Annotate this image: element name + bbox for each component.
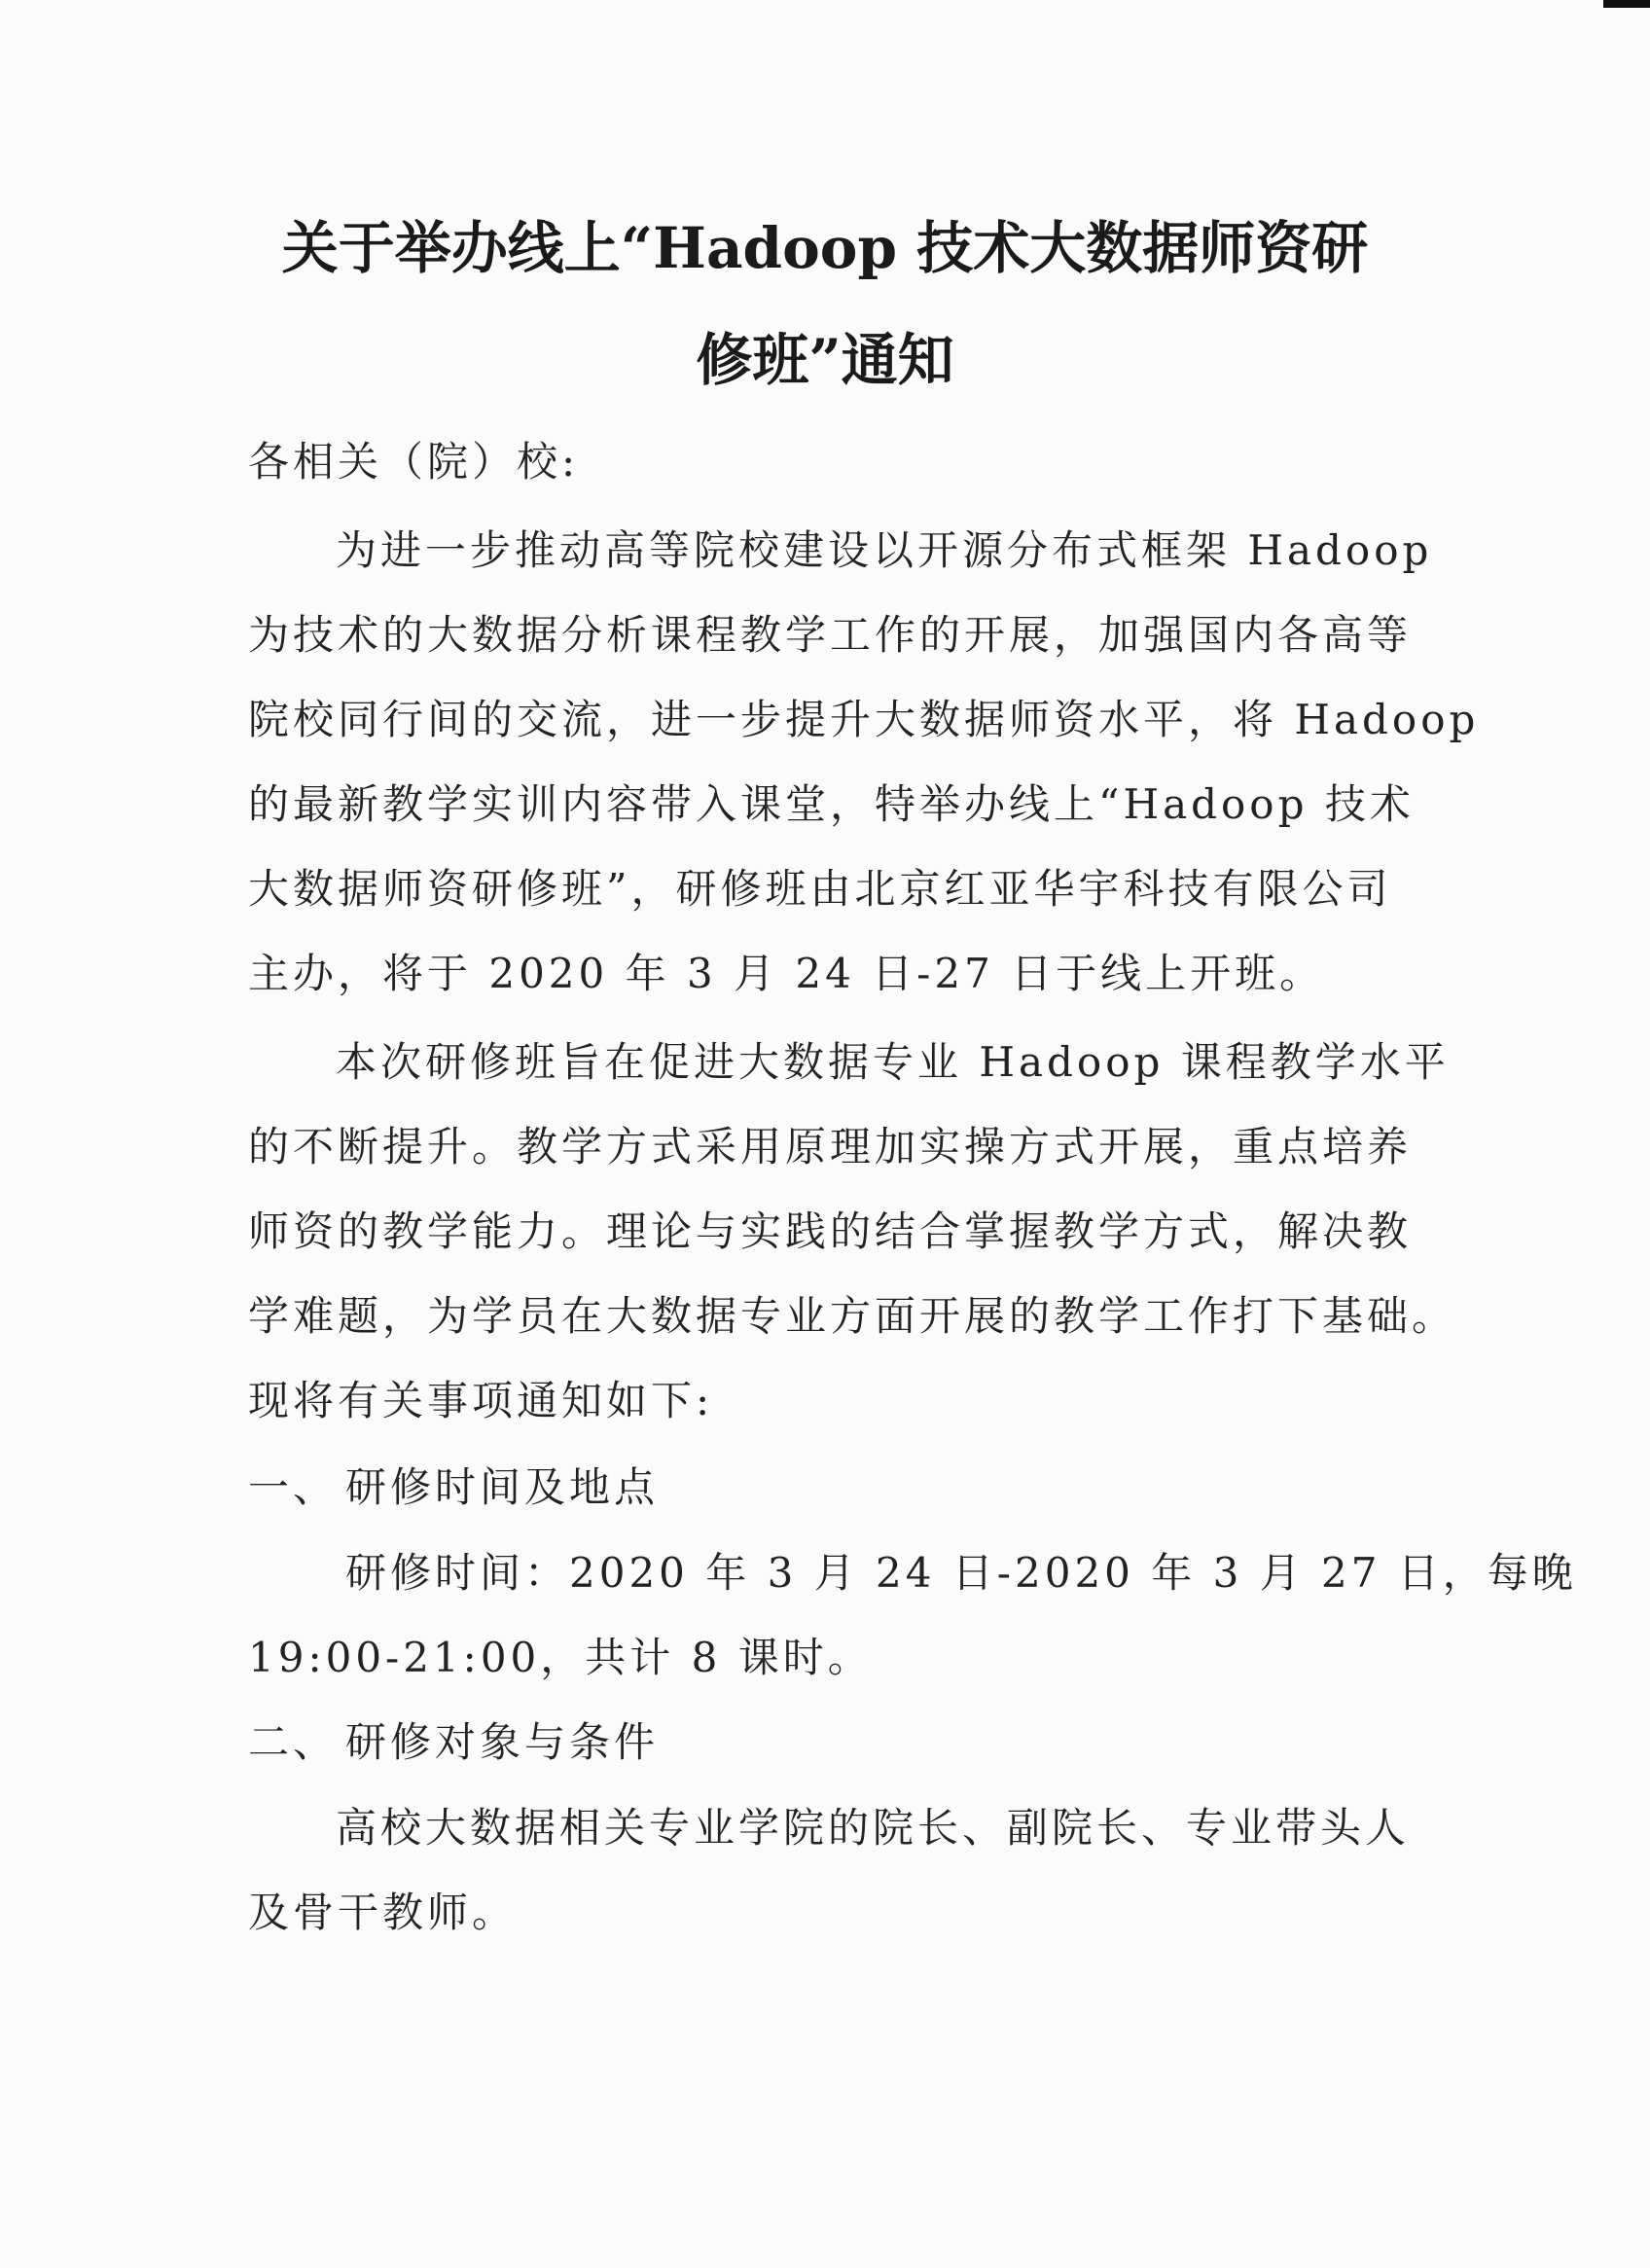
paragraph-2-line: 学难题，为学员在大数据专业方面开展的教学工作打下基础。 <box>248 1292 1457 1340</box>
section-1-number: 一、 <box>248 1463 339 1511</box>
paragraph-1-line: 大数据师资研修班”，研修班由北京红亚华宇科技有限公司 <box>248 865 1392 913</box>
section-2-number: 二、 <box>248 1718 339 1766</box>
paragraph-1-line: 为进一步推动高等院校建设以开源分布式框架 Hadoop <box>336 526 1433 574</box>
salutation: 各相关（院）校: <box>248 438 580 486</box>
section-1-line: 19:00-21:00，共计 8 课时。 <box>248 1634 873 1681</box>
paragraph-2-line: 的不断提升。教学方式采用原理加实操方式开展，重点培养 <box>248 1123 1413 1170</box>
paragraph-1-line: 为技术的大数据分析课程教学工作的开展，加强国内各高等 <box>248 611 1413 659</box>
section-2-line: 及骨干教师。 <box>248 1889 518 1936</box>
section-2-heading <box>248 1715 659 1770</box>
paragraph-2-line: 师资的教学能力。理论与实践的结合掌握教学方式，解决教 <box>248 1207 1413 1255</box>
paragraph-2-line: 本次研修班旨在促进大数据专业 Hadoop 课程教学水平 <box>336 1038 1450 1086</box>
section-2-line: 高校大数据相关专业学院的院长、副院长、专业带头人 <box>336 1804 1411 1852</box>
section-1-heading <box>248 1460 659 1515</box>
section-1-line: 研修时间：2020 年 3 月 24 日-2020 年 3 月 27 日，每晚 <box>345 1549 1577 1597</box>
paragraph-1-line: 主办，将于 2020 年 3 月 24 日-27 日于线上开班。 <box>248 950 1325 997</box>
section-2-title: 研修对象与条件 <box>345 1718 660 1766</box>
paragraph-1-line: 的最新教学实训内容带入课堂，特举办线上“Hadoop 技术 <box>248 780 1415 828</box>
paragraph-1-line: 院校同行间的交流，进一步提升大数据师资水平，将 Hadoop <box>248 696 1480 743</box>
document-title-line-1: 关于举办线上“Hadoop 技术大数据师资研 <box>281 215 1369 281</box>
section-1-title: 研修时间及地点 <box>345 1463 660 1511</box>
paragraph-2-line: 现将有关事项通知如下: <box>248 1377 714 1424</box>
document-title-line-2: 修班”通知 <box>696 327 954 393</box>
